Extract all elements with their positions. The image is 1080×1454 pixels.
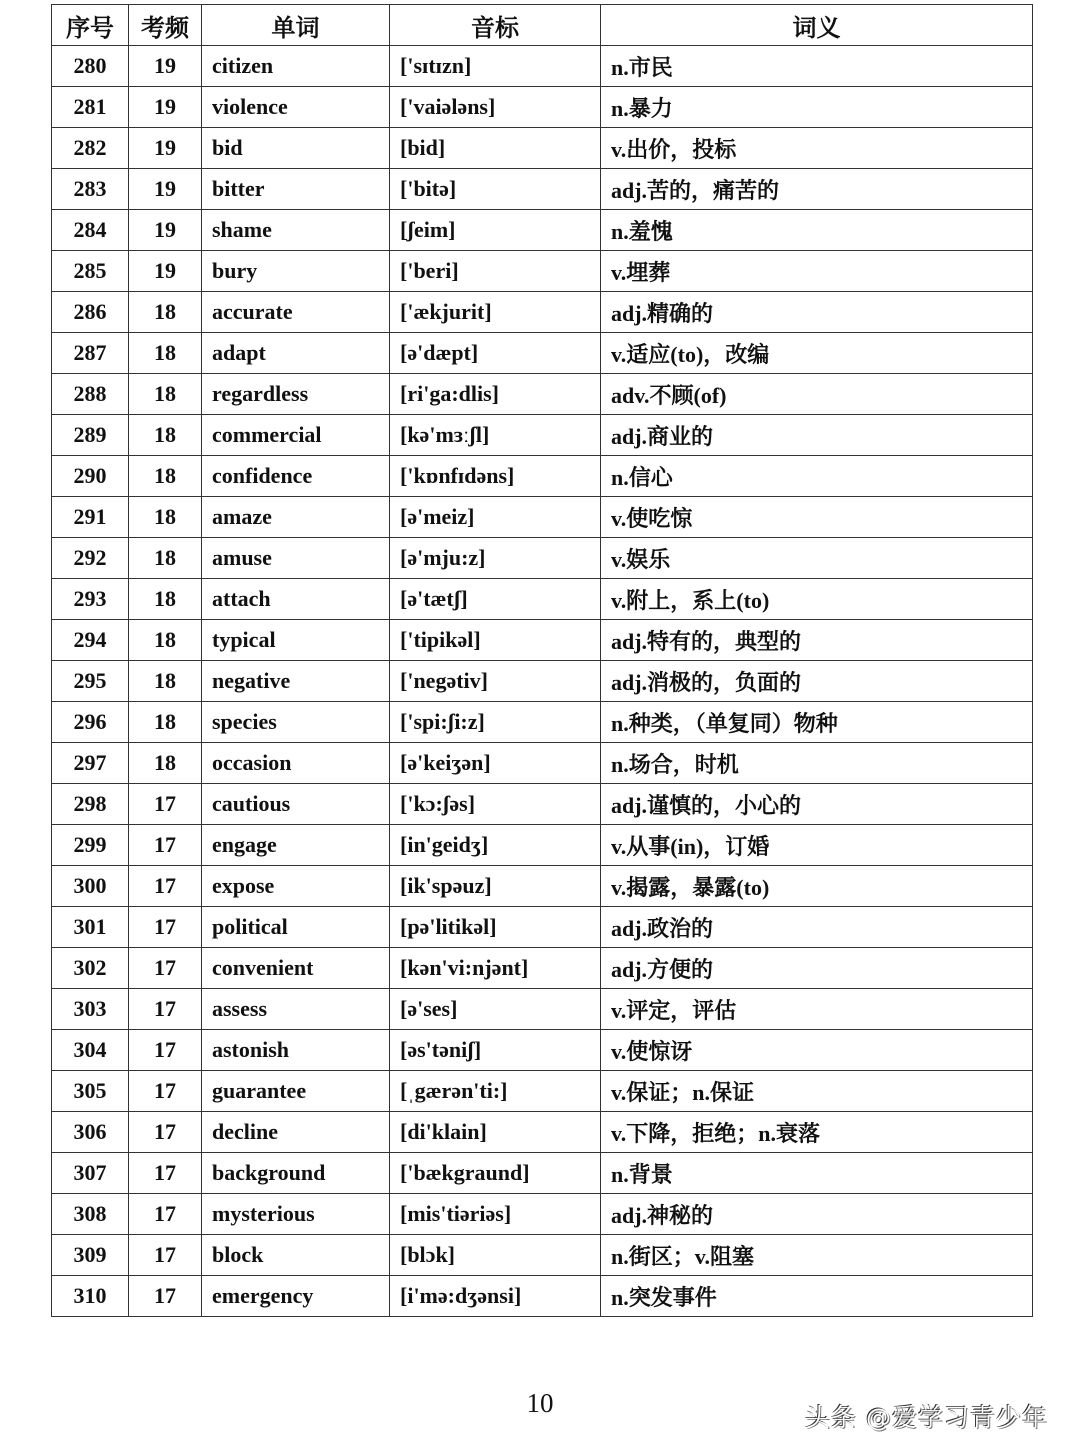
cell-index: 287 — [52, 333, 129, 374]
cell-index: 297 — [52, 743, 129, 784]
cell-meaning: v.保证；n.保证 — [601, 1071, 1033, 1112]
cell-index: 304 — [52, 1030, 129, 1071]
cell-index: 298 — [52, 784, 129, 825]
cell-word: engage — [202, 825, 390, 866]
cell-word: astonish — [202, 1030, 390, 1071]
cell-meaning: v.娱乐 — [601, 538, 1033, 579]
cell-word: negative — [202, 661, 390, 702]
table-row — [52, 825, 1033, 866]
cell-index: 294 — [52, 620, 129, 661]
cell-phonetic: [ik'spəuz] — [390, 866, 601, 907]
cell-meaning: v.适应(to)，改编 — [601, 333, 1033, 374]
table-row — [52, 333, 1033, 374]
cell-index: 280 — [52, 46, 129, 87]
cell-index: 288 — [52, 374, 129, 415]
header-meaning: 词义 — [601, 5, 1033, 46]
vocabulary-table — [51, 4, 1033, 1317]
cell-word: regardless — [202, 374, 390, 415]
cell-word: block — [202, 1235, 390, 1276]
cell-meaning: v.埋葬 — [601, 251, 1033, 292]
cell-frequency: 19 — [129, 46, 202, 87]
cell-phonetic: [i'mə:dʒənsi] — [390, 1276, 601, 1317]
table-row — [52, 907, 1033, 948]
cell-word: emergency — [202, 1276, 390, 1317]
cell-meaning: n.暴力 — [601, 87, 1033, 128]
cell-index: 289 — [52, 415, 129, 456]
cell-index: 291 — [52, 497, 129, 538]
cell-phonetic: [blɔk] — [390, 1235, 601, 1276]
table-body — [52, 46, 1033, 1317]
cell-frequency: 18 — [129, 661, 202, 702]
cell-phonetic: [kən'vi:njənt] — [390, 948, 601, 989]
cell-meaning: n.背景 — [601, 1153, 1033, 1194]
cell-index: 305 — [52, 1071, 129, 1112]
cell-index: 309 — [52, 1235, 129, 1276]
table-row — [52, 620, 1033, 661]
cell-index: 293 — [52, 579, 129, 620]
cell-index: 290 — [52, 456, 129, 497]
cell-word: bid — [202, 128, 390, 169]
cell-index: 303 — [52, 989, 129, 1030]
cell-phonetic: ['tipikəl] — [390, 620, 601, 661]
cell-index: 310 — [52, 1276, 129, 1317]
cell-meaning: v.从事(in)，订婚 — [601, 825, 1033, 866]
table-row — [52, 579, 1033, 620]
table-row — [52, 497, 1033, 538]
table-row — [52, 989, 1033, 1030]
cell-meaning: v.评定，评估 — [601, 989, 1033, 1030]
cell-word: cautious — [202, 784, 390, 825]
cell-phonetic: ['spi:ʃi:z] — [390, 702, 601, 743]
cell-index: 306 — [52, 1112, 129, 1153]
cell-index: 296 — [52, 702, 129, 743]
table-header-row — [52, 5, 1033, 46]
header-word: 单词 — [202, 5, 390, 46]
cell-meaning: adv.不顾(of) — [601, 374, 1033, 415]
cell-index: 300 — [52, 866, 129, 907]
cell-meaning: adj.政治的 — [601, 907, 1033, 948]
cell-index: 284 — [52, 210, 129, 251]
cell-frequency: 18 — [129, 497, 202, 538]
cell-phonetic: ['beri] — [390, 251, 601, 292]
table-row — [52, 251, 1033, 292]
cell-word: accurate — [202, 292, 390, 333]
cell-frequency: 18 — [129, 743, 202, 784]
header-index: 序号 — [52, 5, 129, 46]
cell-meaning: n.信心 — [601, 456, 1033, 497]
cell-meaning: adj.特有的，典型的 — [601, 620, 1033, 661]
table-row — [52, 456, 1033, 497]
cell-phonetic: [bid] — [390, 128, 601, 169]
table-row — [52, 948, 1033, 989]
table-row — [52, 210, 1033, 251]
cell-phonetic: [ˌgærən'ti:] — [390, 1071, 601, 1112]
cell-meaning: adj.消极的，负面的 — [601, 661, 1033, 702]
cell-frequency: 19 — [129, 169, 202, 210]
cell-word: background — [202, 1153, 390, 1194]
table-row — [52, 128, 1033, 169]
cell-phonetic: ['kɔ:ʃəs] — [390, 784, 601, 825]
cell-phonetic: [ə'meiz] — [390, 497, 601, 538]
table-row — [52, 702, 1033, 743]
cell-word: convenient — [202, 948, 390, 989]
cell-frequency: 17 — [129, 989, 202, 1030]
cell-frequency: 18 — [129, 702, 202, 743]
cell-meaning: adj.精确的 — [601, 292, 1033, 333]
cell-frequency: 17 — [129, 1235, 202, 1276]
cell-meaning: n.街区；v.阻塞 — [601, 1235, 1033, 1276]
cell-meaning: n.市民 — [601, 46, 1033, 87]
cell-frequency: 17 — [129, 866, 202, 907]
cell-phonetic: [ə'tætʃ] — [390, 579, 601, 620]
cell-index: 283 — [52, 169, 129, 210]
table-row — [52, 866, 1033, 907]
table-row — [52, 1112, 1033, 1153]
cell-index: 295 — [52, 661, 129, 702]
cell-word: commercial — [202, 415, 390, 456]
cell-phonetic: [in'geidʒ] — [390, 825, 601, 866]
table-row — [52, 169, 1033, 210]
table-row — [52, 374, 1033, 415]
cell-meaning: v.使惊讶 — [601, 1030, 1033, 1071]
table-row — [52, 1030, 1033, 1071]
cell-meaning: adj.方便的 — [601, 948, 1033, 989]
cell-frequency: 17 — [129, 784, 202, 825]
cell-index: 308 — [52, 1194, 129, 1235]
cell-phonetic: [ə'dæpt] — [390, 333, 601, 374]
table-row — [52, 292, 1033, 333]
cell-index: 285 — [52, 251, 129, 292]
cell-index: 299 — [52, 825, 129, 866]
table-row — [52, 1071, 1033, 1112]
table-row — [52, 1153, 1033, 1194]
cell-word: political — [202, 907, 390, 948]
cell-word: confidence — [202, 456, 390, 497]
watermark: 头条 @爱学习青少年 — [805, 1403, 1048, 1432]
cell-phonetic: [di'klain] — [390, 1112, 601, 1153]
cell-frequency: 18 — [129, 579, 202, 620]
cell-word: citizen — [202, 46, 390, 87]
table-row — [52, 538, 1033, 579]
cell-frequency: 17 — [129, 1194, 202, 1235]
cell-phonetic: [ʃeim] — [390, 210, 601, 251]
cell-meaning: v.下降，拒绝；n.衰落 — [601, 1112, 1033, 1153]
cell-phonetic: [ə'mju:z] — [390, 538, 601, 579]
header-phonetic: 音标 — [390, 5, 601, 46]
cell-word: expose — [202, 866, 390, 907]
cell-word: typical — [202, 620, 390, 661]
table-row — [52, 1194, 1033, 1235]
cell-meaning: adj.神秘的 — [601, 1194, 1033, 1235]
cell-frequency: 17 — [129, 1112, 202, 1153]
cell-phonetic: ['kɒnfɪdəns] — [390, 456, 601, 497]
cell-frequency: 19 — [129, 251, 202, 292]
cell-phonetic: ['ækjurit] — [390, 292, 601, 333]
cell-word: bury — [202, 251, 390, 292]
cell-word: adapt — [202, 333, 390, 374]
table-row — [52, 743, 1033, 784]
cell-meaning: adj.商业的 — [601, 415, 1033, 456]
cell-frequency: 18 — [129, 292, 202, 333]
table-row — [52, 661, 1033, 702]
table-row — [52, 46, 1033, 87]
table-row — [52, 87, 1033, 128]
cell-meaning: adj.谨慎的，小心的 — [601, 784, 1033, 825]
cell-frequency: 18 — [129, 333, 202, 374]
cell-meaning: n.羞愧 — [601, 210, 1033, 251]
cell-frequency: 17 — [129, 1030, 202, 1071]
header-frequency: 考频 — [129, 5, 202, 46]
page-number: 10 — [526, 1388, 554, 1418]
cell-frequency: 17 — [129, 825, 202, 866]
cell-word: occasion — [202, 743, 390, 784]
cell-meaning: n.场合，时机 — [601, 743, 1033, 784]
cell-index: 286 — [52, 292, 129, 333]
cell-meaning: v.出价，投标 — [601, 128, 1033, 169]
cell-meaning: v.附上，系上(to) — [601, 579, 1033, 620]
cell-phonetic: [ə'keiʒən] — [390, 743, 601, 784]
cell-phonetic: [mis'tiəriəs] — [390, 1194, 601, 1235]
cell-frequency: 17 — [129, 1276, 202, 1317]
cell-meaning: n.突发事件 — [601, 1276, 1033, 1317]
cell-phonetic: ['vaiələns] — [390, 87, 601, 128]
cell-word: bitter — [202, 169, 390, 210]
cell-word: attach — [202, 579, 390, 620]
cell-word: violence — [202, 87, 390, 128]
cell-phonetic: [ə'ses] — [390, 989, 601, 1030]
cell-index: 302 — [52, 948, 129, 989]
cell-frequency: 18 — [129, 456, 202, 497]
cell-meaning: adj.苦的，痛苦的 — [601, 169, 1033, 210]
cell-phonetic: ['negətiv] — [390, 661, 601, 702]
cell-frequency: 18 — [129, 538, 202, 579]
cell-index: 301 — [52, 907, 129, 948]
cell-index: 281 — [52, 87, 129, 128]
cell-word: guarantee — [202, 1071, 390, 1112]
table-row — [52, 1235, 1033, 1276]
cell-frequency: 19 — [129, 87, 202, 128]
cell-meaning: n.种类，（单复同）物种 — [601, 702, 1033, 743]
cell-word: species — [202, 702, 390, 743]
cell-phonetic: ['bitə] — [390, 169, 601, 210]
cell-index: 307 — [52, 1153, 129, 1194]
table-row — [52, 784, 1033, 825]
cell-word: mysterious — [202, 1194, 390, 1235]
cell-frequency: 17 — [129, 1153, 202, 1194]
cell-frequency: 17 — [129, 1071, 202, 1112]
cell-index: 282 — [52, 128, 129, 169]
cell-word: amuse — [202, 538, 390, 579]
cell-frequency: 17 — [129, 907, 202, 948]
cell-word: assess — [202, 989, 390, 1030]
cell-frequency: 17 — [129, 948, 202, 989]
cell-word: decline — [202, 1112, 390, 1153]
cell-phonetic: ['bækgraund] — [390, 1153, 601, 1194]
cell-word: shame — [202, 210, 390, 251]
cell-frequency: 18 — [129, 620, 202, 661]
cell-frequency: 19 — [129, 128, 202, 169]
cell-frequency: 18 — [129, 374, 202, 415]
table-row — [52, 1276, 1033, 1317]
cell-word: amaze — [202, 497, 390, 538]
cell-meaning: v.使吃惊 — [601, 497, 1033, 538]
cell-frequency: 18 — [129, 415, 202, 456]
cell-phonetic: [kə'mɜːʃl] — [390, 415, 601, 456]
cell-phonetic: [ri'ga:dlis] — [390, 374, 601, 415]
cell-phonetic: [əs'təniʃ] — [390, 1030, 601, 1071]
cell-meaning: v.揭露，暴露(to) — [601, 866, 1033, 907]
cell-phonetic: [pə'litikəl] — [390, 907, 601, 948]
cell-phonetic: ['sɪtɪzn] — [390, 46, 601, 87]
table-row — [52, 415, 1033, 456]
cell-index: 292 — [52, 538, 129, 579]
cell-frequency: 19 — [129, 210, 202, 251]
